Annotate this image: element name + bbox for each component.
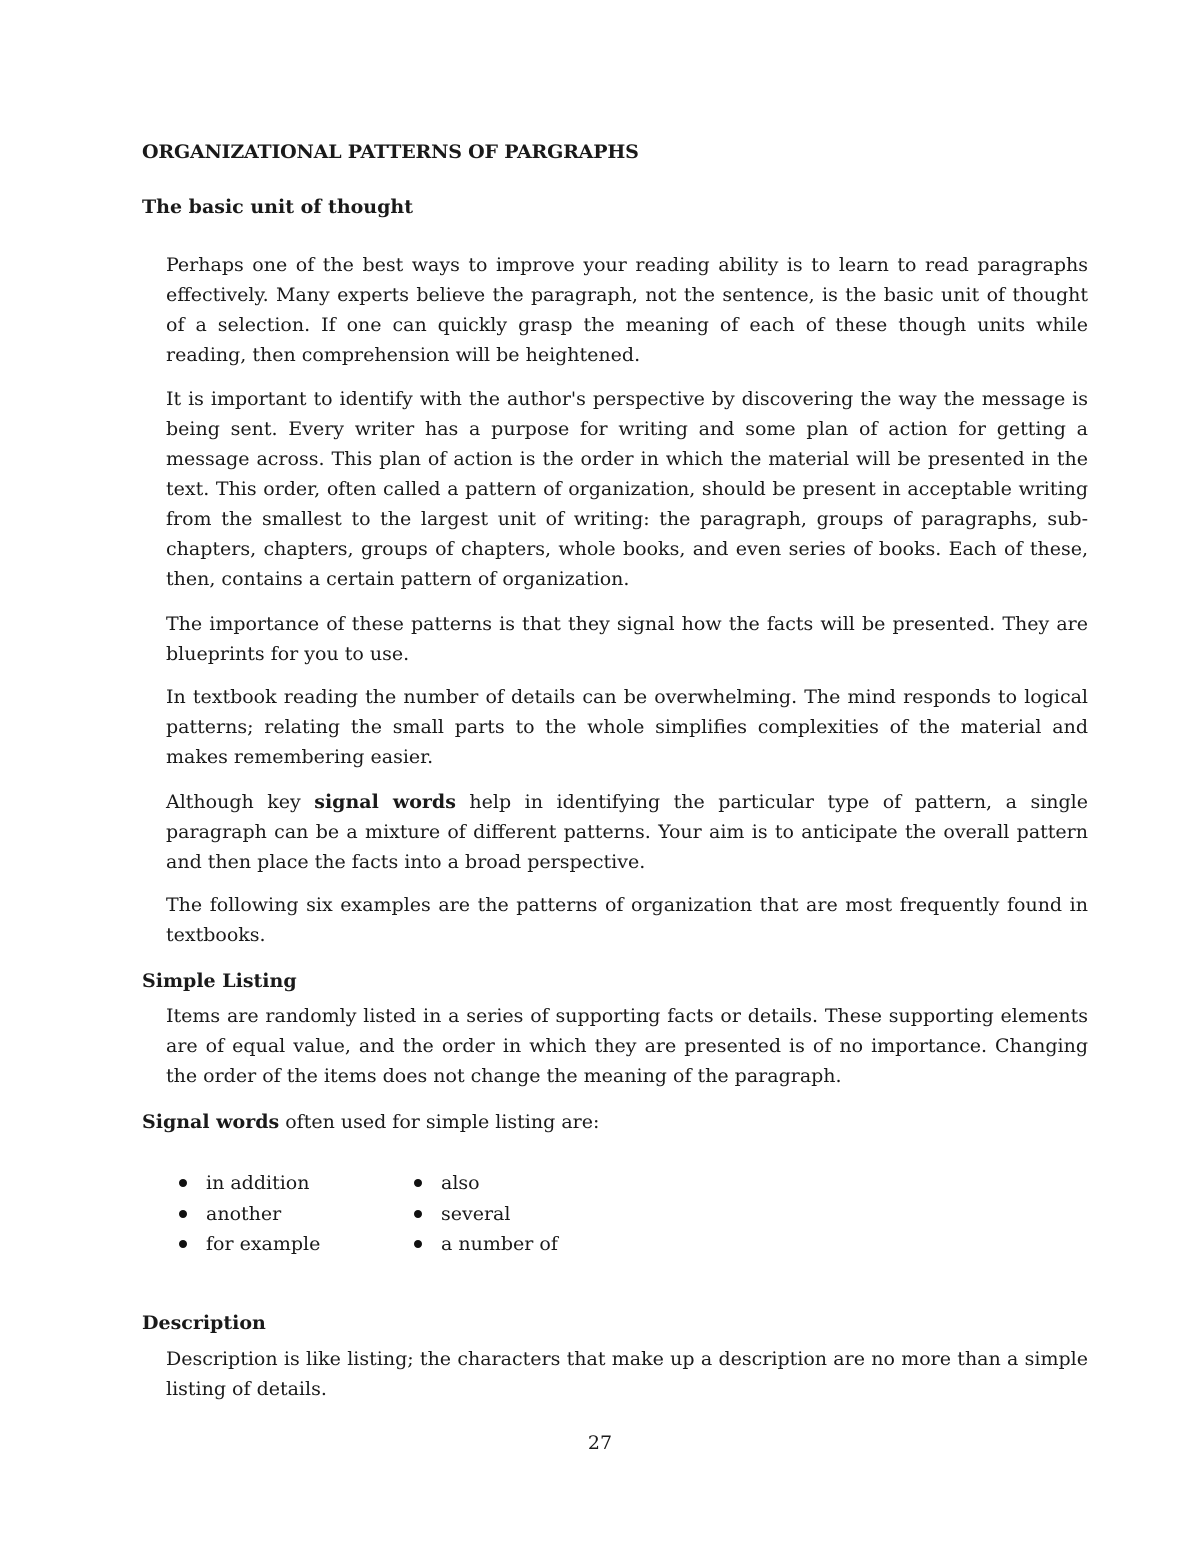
paragraph-basic-4: In textbook reading the number of details can be overwhelming. The mind responds to logical patterns; relating the small parts to the whole simplifies complexities of the material and makes remembering easier. <box>166 686 1088 768</box>
section-heading-basic-unit: The basic unit of thought <box>142 196 414 218</box>
signal-words-list-right <box>408 1168 558 1260</box>
paragraph-description: Description is like listing; the characters that make up a description are no more than a simple listing of details. <box>166 1348 1088 1400</box>
bullet-icon <box>414 1179 422 1187</box>
section-heading-description: Description <box>142 1312 266 1334</box>
paragraph-signal-words <box>166 787 1088 877</box>
bullet-icon <box>414 1240 422 1248</box>
paragraph-basic-closing: The following six examples are the patterns of organization that are most frequently found in textbooks. <box>166 894 1088 946</box>
bullet-icon <box>414 1210 422 1218</box>
page-title: ORGANIZATIONAL PATTERNS OF PARGRAPHS <box>142 141 639 163</box>
list-item: also <box>408 1168 558 1199</box>
bullet-icon <box>179 1210 187 1218</box>
section-heading-simple-listing: Simple Listing <box>142 970 297 992</box>
list-item: several <box>408 1199 558 1230</box>
signal-words-intro-text: often used for simple listing are: <box>279 1111 600 1133</box>
signal-text-after: help in identifying the particular type of pattern, a single paragraph can be a mixture of different patterns. Your aim is to anticipate the overall pattern and then place the facts into a broad perspective. <box>166 791 1088 873</box>
list-item: in addition <box>173 1168 320 1199</box>
signal-text-before: Although key <box>166 791 315 813</box>
bullet-icon <box>179 1240 187 1248</box>
paragraph-basic-1: Perhaps one of the best ways to improve your reading ability is to learn to read paragraphs effectively. Many experts believe the paragraph, not the sentence, is the basic unit of thought of a selection. If one can quickly grasp the meaning of each of these though units while reading, then comprehension will be heightened. <box>166 254 1088 366</box>
signal-words-label: Signal words <box>142 1111 280 1133</box>
signal-words-intro <box>142 1111 599 1133</box>
list-item: for example <box>173 1229 320 1260</box>
paragraph-basic-3: The importance of these patterns is that they signal how the facts will be presented. They are blueprints for you to use. <box>166 613 1088 665</box>
page-number: 27 <box>587 1432 613 1454</box>
list-item: a number of <box>408 1229 558 1260</box>
signal-words-list-left <box>173 1168 320 1260</box>
paragraph-basic-2: It is important to identify with the author's perspective by discovering the way the message is being sent. Every writer has a purpose for writing and some plan of action for getting a message across. This plan of action is the order in which the material will be presented in the text. This order, often called a pattern of organization, should be present in acceptable writing from the smallest to the largest unit of writing: the paragraph, groups of paragraphs, sub-chapters, chapters, groups of chapters, whole books, and even series of books. Each of these, then, contains a certain pattern of organization. <box>166 388 1088 590</box>
list-item: another <box>173 1199 320 1230</box>
signal-words-emphasis: signal words <box>314 791 456 813</box>
paragraph-simple-listing: Items are randomly listed in a series of supporting facts or details. These supporting elements are of equal value, and the order in which they are presented is of no importance. Changing the order of the items does not change the meaning of the paragraph. <box>166 1005 1088 1087</box>
bullet-icon <box>179 1179 187 1187</box>
